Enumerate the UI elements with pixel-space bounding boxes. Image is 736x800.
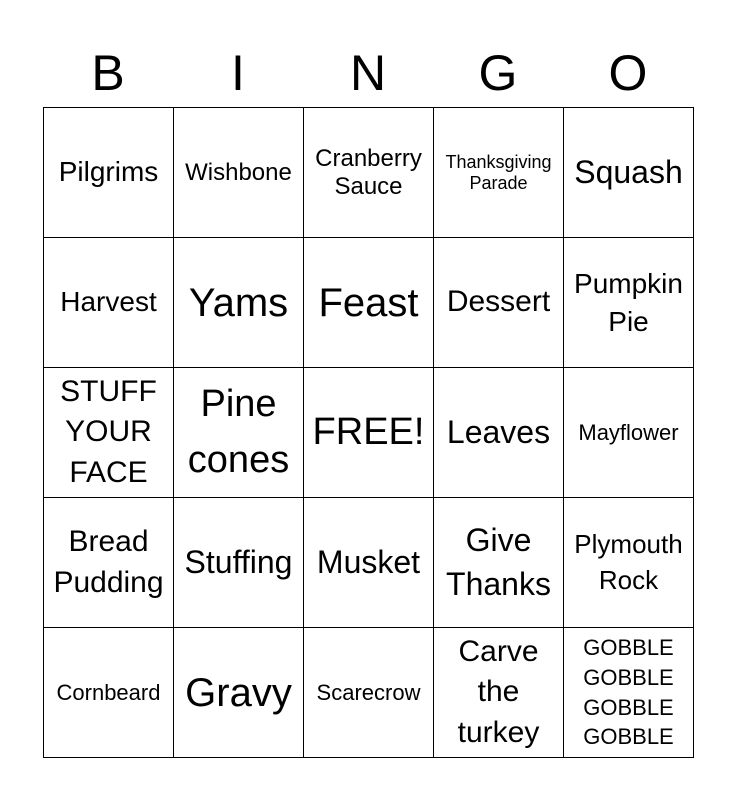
bingo-cell[interactable]: Squash [564, 108, 694, 238]
bingo-cell[interactable]: Harvest [44, 238, 174, 368]
bingo-cell[interactable]: Cranberry Sauce [304, 108, 434, 238]
header-letter-o: O [608, 45, 648, 101]
board-row [44, 628, 694, 758]
bingo-cell[interactable]: Carve the turkey [434, 628, 564, 758]
bingo-cell[interactable]: Thanksgiving Parade [434, 108, 564, 238]
board-row [44, 238, 694, 368]
bingo-cell[interactable]: Scarecrow [304, 628, 434, 758]
bingo-cell[interactable]: Gravy [174, 628, 304, 758]
header-letter-i: I [231, 45, 245, 101]
header-letter-b: B [91, 45, 125, 101]
bingo-cell[interactable]: Musket [304, 498, 434, 628]
bingo-cell[interactable]: Give Thanks [434, 498, 564, 628]
bingo-cell[interactable]: STUFF YOUR FACE [44, 368, 174, 498]
bingo-cell[interactable]: Dessert [434, 238, 564, 368]
bingo-cell[interactable]: Feast [304, 238, 434, 368]
bingo-cell[interactable]: Mayflower [564, 368, 694, 498]
header-letter-g: G [478, 45, 518, 101]
header-letter-n: N [349, 45, 387, 101]
bingo-cell[interactable]: Leaves [434, 368, 564, 498]
bingo-cell[interactable]: Bread Pudding [44, 498, 174, 628]
bingo-cell[interactable]: Pilgrims [44, 108, 174, 238]
bingo-cell[interactable]: Wishbone [174, 108, 304, 238]
board-row [44, 108, 694, 238]
free-space[interactable]: FREE! [304, 368, 434, 498]
bingo-cell[interactable]: Pine cones [174, 368, 304, 498]
board-row [44, 498, 694, 628]
bingo-cell[interactable]: Cornbeard [44, 628, 174, 758]
bingo-header [43, 40, 693, 106]
bingo-cell[interactable]: Stuffing [174, 498, 304, 628]
bingo-cell[interactable]: Plymouth Rock [564, 498, 694, 628]
board-row [44, 368, 694, 498]
bingo-cell[interactable]: Pumpkin Pie [564, 238, 694, 368]
bingo-board [43, 107, 694, 758]
bingo-cell[interactable]: Yams [174, 238, 304, 368]
bingo-cell[interactable]: GOBBLE GOBBLE GOBBLE GOBBLE [564, 628, 694, 758]
